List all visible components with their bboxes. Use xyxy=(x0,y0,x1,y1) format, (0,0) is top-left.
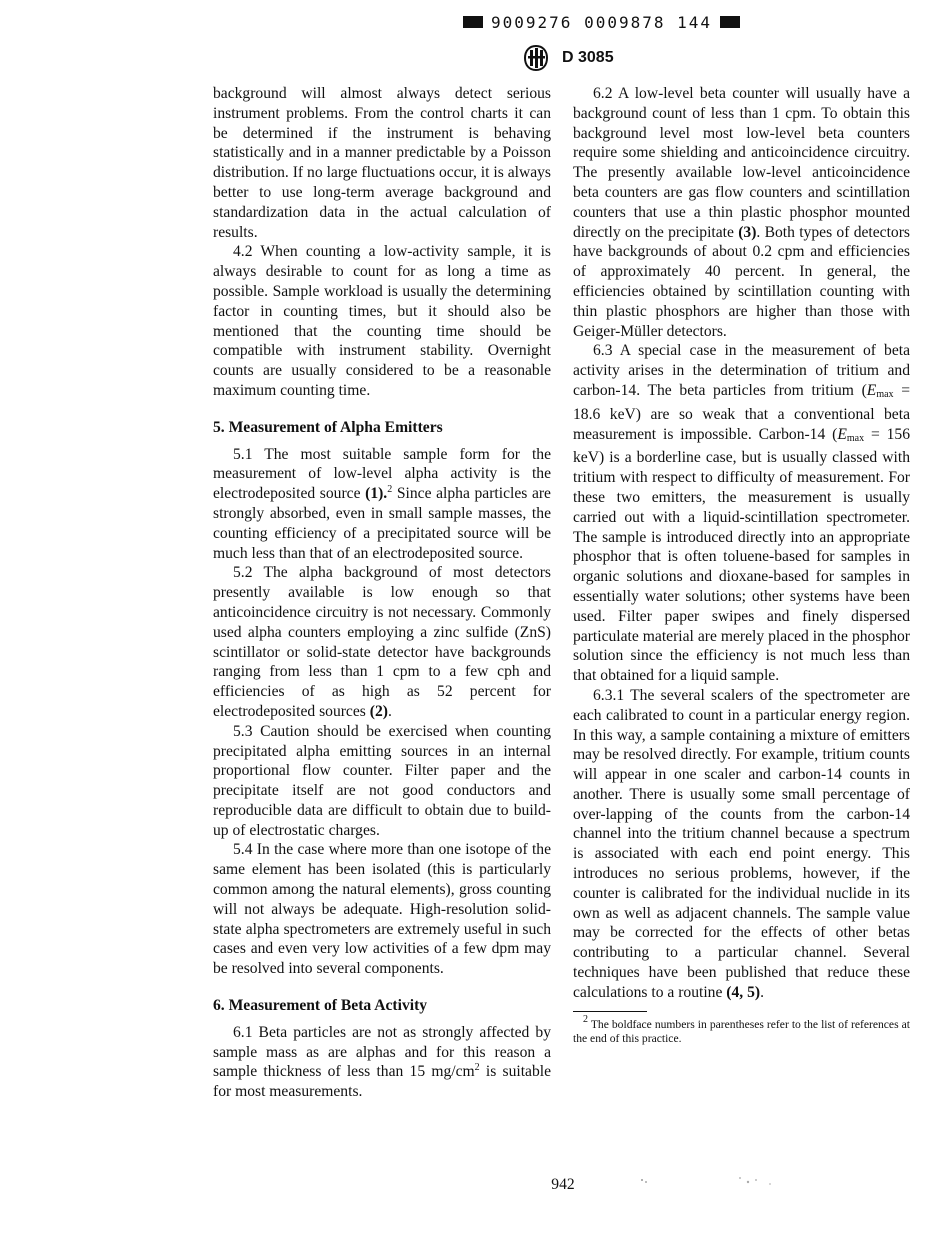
reference-number: (4, 5) xyxy=(726,983,761,1001)
paragraph-background-continued: background will almost always detect serious instrument problems. From the control charts it can be determined if the instrument is behaving statistically and in a manner predictable by a Poisson distribution. If no large fluctuations occur, it is always better to use long-term average background and standardization data in the actual calculation of results. xyxy=(213,85,551,241)
text-run: 6.2 A low-level beta counter will usually have a background count of less than 1 cpm. To obtain this background level most low-level beta counters require some shielding and anticoincidence circuitry. The presently available low-level anticoincidence beta counters are gas flow counters and scintillation counters that use a thin plastic phosphor mounted directly on the precipitate xyxy=(573,85,910,241)
text-run: 6.1 Beta particles are not as strongly affected by sample mass as are alphas and for this reason a sample thickness of less than 15 mg/cm xyxy=(213,1023,551,1081)
energy-subscript: max xyxy=(876,388,894,400)
paragraph-5-2 xyxy=(213,563,551,721)
section-heading-6: 6. Measurement of Beta Activity xyxy=(213,997,428,1015)
reference-number: (2) xyxy=(369,702,388,720)
footnote-marker: 2 xyxy=(387,484,393,496)
paragraph-5-3: 5.3 Caution should be exercised when counting precipitated alpha emitting sources in an internal proportional flow counter. Filter paper and the precipitate itself are not good conductors and reproducible data are difficult to obtain due to build-up of electrostatic charges. xyxy=(213,722,551,839)
superscript: 2 xyxy=(474,1062,480,1074)
reference-number: (3) xyxy=(738,223,757,241)
energy-subscript: max xyxy=(846,432,865,444)
scan-noise-icon xyxy=(630,1170,800,1200)
footnote-divider xyxy=(573,1011,647,1012)
text-run: 5.2 The alpha background of most detectors presently available is low enough so that anticoincidence circuitry is not necessary. Commonly used alpha counters employing a zinc sulfide (ZnS) scintillator or solid-state detector have backgrounds ranging from less than 1 cpm to a few cph and efficiencies of as high as 52 percent for electrodeposited sources xyxy=(213,564,551,720)
paragraph-6-3-1 xyxy=(573,686,910,1003)
energy-symbol: E xyxy=(837,425,847,443)
text-run: Since alpha particles are strongly absorbed, even in small sample masses, the counting efficiency of a precipitated source will be much less than that of an electrodeposited source. xyxy=(213,485,551,562)
text-run: 6.3 A special case in the measurement of beta activity arises in the determination of tritium and carbon-14. The beta particles from tritium ( xyxy=(573,342,910,399)
paragraph-6-2 xyxy=(573,84,910,341)
text-run: . xyxy=(760,983,764,1001)
page-header xyxy=(520,44,614,72)
text-run: 6.3.1 The several scalers of the spectrometer are each calibrated to count in a particular energy region. In this way, a sample containing a mixture of emitters may be resolved directly. For example, tritium counts will appear in one scaler and carbon-14 counts in another. There is usually some small percentage of over-lapping of the counts from the carbon-14 channel into the tritium channel because a spectrum is associated with each end point energy. This introduces no serious problems, however, if the counter is calibrated for the individual nuclide in its own as well as adjacent channels. The sample value may be corrected for the effects of other betas contributing to a particular channel. Several techniques have been published that reduce these calculations to a routine xyxy=(573,686,910,1001)
black-bar-icon xyxy=(720,16,740,28)
section-heading-5: 5. Measurement of Alpha Emitters xyxy=(213,418,443,436)
left-column xyxy=(213,84,551,1102)
text-run: . Both types of detectors have backgrounds of about 0.2 cpm and efficiencies of approximately 40 percent. In general, the efficiencies obtained by scintillation counting with thin plastic phosphors are higher than those with Geiger-Müller detectors. xyxy=(573,223,910,340)
paragraph-4-2: 4.2 When counting a low-activity sample, it is always desirable to count for as long a time as possible. Sample workload is usually the determining factor in counting times, but it should also be mentioned that the counting time should be compatible with instrument stability. Overnight counts are usually considered to be a reasonable maximum counting time. xyxy=(213,243,551,399)
page-number: 942 xyxy=(551,1176,575,1193)
control-code-text: 9009276 0009878 144 xyxy=(491,12,713,32)
astm-logo-icon xyxy=(520,44,552,72)
paragraph-5-1 xyxy=(213,445,551,564)
paragraph-5-4: 5.4 In the case where more than one isotope of the same element has been isolated (this is particularly common among the natural elements), gross counting will not always be adequate. High-resolution solid-state alpha spectrometers are extremely useful in such cases and even very low activities of a few dpm may be resolved into several components. xyxy=(213,841,551,978)
energy-symbol: E xyxy=(866,381,877,399)
text-run: . xyxy=(387,702,392,720)
text-run: is suitable for most measurements. xyxy=(213,1063,551,1101)
text-run: 5.1 The most suitable sample form for the measurement of low-level alpha activity is the electrodeposited source xyxy=(213,445,551,503)
text-run: = 18.6 keV) are so weak that a conventional beta measurement is impossible. Carbon-14 ( xyxy=(573,381,910,443)
black-bar-icon xyxy=(463,16,483,28)
right-column xyxy=(573,84,910,1046)
paragraph-6-3 xyxy=(573,341,910,686)
reference-number: (1). xyxy=(365,485,388,503)
footnote xyxy=(573,1013,910,1046)
paragraph-6-1 xyxy=(213,1023,551,1102)
footnote-text: The boldface numbers in parentheses refer to the list of references at the end of this practice. xyxy=(573,1017,910,1045)
text-run: = 156 keV) is a borderline case, but is usually classed with tritium with respect to difficulty of measurement. For these two emitters, the measurement is usually carried out with a liquid-scintillation spectrometer. The sample is introduced directly into an appropriate phosphor that is often toluene-based for samples in organic solutions and dioxane-based for samples in essentially water solutions; other systems have been used. Filter paper swipes and finely dispersed particulate material are merely placed in the phosphor solution since the efficiency is not much less than that obtained for a liquid sample. xyxy=(573,425,910,685)
standard-designation: D 3085 xyxy=(562,49,614,66)
document-control-code xyxy=(463,10,763,34)
footnote-marker: 2 xyxy=(583,1013,588,1025)
